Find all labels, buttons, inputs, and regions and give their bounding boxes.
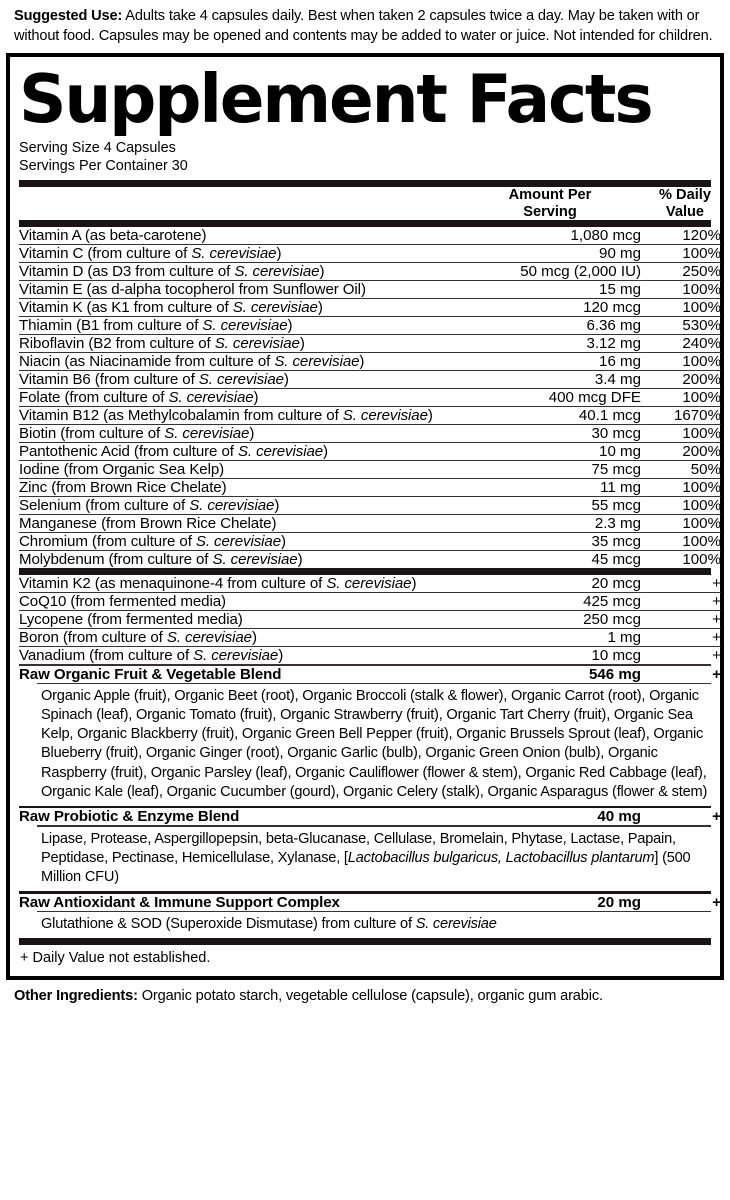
divider-thick-header [19,220,711,227]
nutrient-name-species: S. cerevisiae [166,629,252,647]
nutrient-amount: 35 mcg [591,533,641,551]
antioxidant-ing-pre: Glutathione & SOD (Superoxide Dismutase) from culture of [41,916,416,933]
antioxidant-ing-italic: S. cerevisiae [415,916,497,933]
header-amount-line2: Serving [523,203,577,220]
nutrient-daily-value: 100% [682,551,721,569]
nutrient-name-pre: Selenium (from culture of [19,497,190,515]
nutrient-name-species: S. cerevisiae [189,497,275,515]
nutrient-name: Lycopene (from fermented media) [19,611,243,629]
nutrient-name: Zinc (from Brown Rice Chelate) [19,479,227,497]
servings-per-container: Servings Per Container 30 [19,157,188,174]
nutrient-name [19,335,459,353]
nutrient-daily-value: 100% [682,515,721,533]
nutrient-name [19,317,459,335]
probiotic-ing-pre: Lipase, Protease, Aspergillopepsin, beta-Glucanase, Cellulase, Bromelain, Phytase, Lactase, Papain, Peptidase, Pectinase, Hemicellulase, Xylanase, [ [41,830,676,866]
table-row [19,479,721,497]
table-row [19,335,721,353]
fruit-veg-blend-table [19,666,721,683]
nutrient-daily-value: 100% [682,299,721,317]
nutrient-section-additional [19,575,721,665]
nutrient-name [19,647,459,665]
nutrient-daily-value: + [712,629,721,647]
nutrient-daily-value: + [712,647,721,665]
fruit-veg-blend-dv: + [712,665,721,683]
nutrient-name [19,407,459,425]
header-percent-daily-value [645,187,726,220]
nutrient-daily-value: 120% [682,227,721,245]
table-row [19,629,721,647]
nutrient-section-vitamins-minerals [19,227,721,569]
other-ingredients-paragraph [4,980,726,1006]
nutrient-amount: 55 mcg [591,497,641,515]
header-dv-line2: Value [665,203,705,220]
table-row [19,461,721,479]
nutrient-name-pre: Vitamin C (from culture of [19,245,192,263]
nutrient-amount: 1,080 mcg [570,227,641,245]
nutrient-amount: 120 mcg [583,299,641,317]
nutrient-amount: 250 mcg [583,611,641,629]
nutrient-name-post: ) [297,551,303,569]
nutrient-name-pre: Vanadium (from culture of [19,647,194,665]
serving-size: Serving Size 4 Capsules [19,139,176,156]
nutrient-amount: 15 mg [599,281,641,299]
nutrient-name [19,245,459,263]
nutrient-name-post: ) [287,317,293,335]
nutrient-daily-value: 100% [682,353,721,371]
nutrient-daily-value: + [712,593,721,611]
nutrient-name-species: S. cerevisiae [195,533,281,551]
table-row [19,593,721,611]
other-ingredients-label: Other Ingredients: [14,988,138,1005]
nutrient-daily-value: 50% [690,461,721,479]
nutrient-name-pre: Vitamin K (as K1 from culture of [19,299,233,317]
nutrient-name-species: S. cerevisiae [234,263,320,281]
suggested-use-text: Adults take 4 capsules daily. Best when taken 2 capsules twice a day. May be taken with or without food. Capsules may be opened and contents may be added to water or juice. Not intended for children. [14,8,713,45]
table-row [19,317,721,335]
nutrient-amount: 11 mg [600,479,641,497]
nutrient-daily-value: 200% [682,371,721,389]
table-row [19,281,721,299]
nutrient-name [19,371,459,389]
probiotic-blend-name: Raw Probiotic & Enzyme Blend [19,808,240,826]
nutrient-name-species: S. cerevisiae [198,371,284,389]
table-row [19,647,721,665]
fruit-veg-blend-ingredients: Organic Apple (fruit), Organic Beet (root), Organic Broccoli (stalk & flower), Organic Carrot (root), Organic Spinach (leaf), Organic Tomato (fruit), Organic Strawberry (fruit), Organic Tart Cherry (fruit), Organic Sea Kelp, Organic Blackberry (fruit), Organic Green Bell Pepper (fruit), Organic Brussels Sprout (leaf), Organic Blueberry (fruit), Organic Ginger (root), Organic Garlic (bulb), Organic Green Onion (bulb), Organic Raspberry (fruit), Organic Parsley (leaf), Organic Cauliflower (flower & stem), Organic Red Cabbage (leaf), Organic Kale (leaf), Organic Cucumber (gourd), Organic Celery (stalk), Organic Asparagus (flower & stem) [41,688,708,800]
supplement-facts-panel [6,53,724,981]
nutrient-name-pre: Niacin (as Niacinamide from culture of [19,353,275,371]
nutrient-name-species: S. cerevisiae [326,575,412,593]
nutrient-daily-value: 100% [682,479,721,497]
nutrient-name [19,425,459,443]
table-row [19,666,721,683]
nutrient-name-post: ) [249,425,255,443]
fruit-veg-blend-amount: 546 mg [588,665,641,683]
nutrient-name [19,389,459,407]
nutrient-amount: 3.4 mg [594,371,641,389]
nutrient-name: Iodine (from Organic Sea Kelp) [19,461,225,479]
nutrient-amount: 45 mcg [591,551,641,569]
nutrient-name-species: S. cerevisiae [237,443,324,461]
nutrient-name-pre: Molybdenum (from culture of [19,551,213,569]
table-row [19,299,721,317]
nutrient-name [19,629,459,647]
nutrient-name [19,497,459,515]
nutrient-name-species: S. cerevisiae [191,245,277,263]
nutrient-name [19,533,459,551]
antioxidant-complex-ingredients [19,912,711,938]
nutrient-amount: 20 mcg [591,575,641,593]
nutrient-name-species: S. cerevisiae [342,407,428,425]
antioxidant-complex-name: Raw Antioxidant & Immune Support Complex [19,893,340,911]
nutrient-name-pre: Folate (from culture of [19,389,169,407]
nutrient-name-post: ) [299,335,305,353]
table-row [19,371,721,389]
table-row [19,894,721,911]
table-row [19,353,721,371]
nutrient-daily-value: 240% [682,335,721,353]
probiotic-ing-post: ] (500 Million CFU) [41,849,691,886]
nutrient-name-post: ) [253,389,259,407]
nutrient-daily-value: 100% [682,425,721,443]
nutrient-amount: 10 mcg [591,647,641,665]
nutrient-name-post: ) [276,245,282,263]
nutrient-name [19,263,459,281]
nutrient-name-post: ) [274,497,280,515]
probiotic-blend-dv: + [712,808,721,826]
nutrient-amount: 400 mcg DFE [548,389,641,407]
suggested-use-paragraph [4,0,726,47]
nutrient-name-pre: Vitamin B12 (as Methylcobalamin from culture of [19,407,343,425]
nutrient-name-species: S. cerevisiae [274,353,360,371]
nutrient-name-post: ) [283,371,289,389]
table-row [19,551,721,569]
nutrient-amount: 30 mcg [591,425,641,443]
nutrient-name-pre: Pantothenic Acid (from culture of [19,443,238,461]
nutrient-name-species: S. cerevisiae [193,647,279,665]
probiotic-ing-italic: Lactobacillus bulgaricus, Lactobacillus plantarum [347,849,655,866]
nutrient-name: Vitamin A (as beta-carotene) [19,227,207,245]
fruit-veg-blend-name: Raw Organic Fruit & Vegetable Blend [19,665,282,683]
nutrient-name-species: S. cerevisiae [212,551,298,569]
table-row [19,389,721,407]
nutrient-name-pre: Vitamin K2 (as menaquinone-4 from culture of [19,575,327,593]
nutrient-name-pre: Biotin (from culture of [19,425,165,443]
nutrient-amount: 90 mg [599,245,641,263]
nutrient-name [19,299,459,317]
nutrient-name-post: ) [323,443,328,461]
nutrient-daily-value: 530% [682,317,721,335]
nutrient-daily-value: 100% [682,533,721,551]
nutrient-daily-value: 250% [682,263,721,281]
header-amount-per-serving [459,187,645,220]
nutrient-name-post: ) [251,629,257,647]
table-row [19,425,721,443]
nutrient-name-species: S. cerevisiae [232,299,318,317]
additional-nutrients-table [19,575,721,664]
daily-value-footnote: + Daily Value not established. [20,950,211,967]
nutrient-name-pre: Thiamin (B1 from culture of [19,317,203,335]
nutrient-name-post: ) [359,353,365,371]
header-dv-line1: % Daily [659,187,711,203]
nutrient-amount: 50 mcg (2,000 IU) [520,263,641,281]
header-nutrient-blank [19,187,459,220]
nutrient-daily-value: 100% [682,281,721,299]
column-header-row [19,187,726,220]
header-amount-line1: Amount Per [508,187,592,203]
nutrient-name-pre: Riboflavin (B2 from culture of [19,335,215,353]
nutrient-amount: 75 mcg [591,461,641,479]
nutrient-daily-value: 100% [682,245,721,263]
nutrient-amount: 425 mcg [583,593,641,611]
nutrient-name-pre: Boron (from culture of [19,629,167,647]
table-row [19,497,721,515]
nutrient-name-species: S. cerevisiae [168,389,254,407]
nutrient-name-post: ) [319,263,325,281]
nutrient-amount: 40.1 mcg [578,407,641,425]
table-row [19,611,721,629]
nutrient-name-post: ) [281,533,286,551]
nutrient-name-post: ) [317,299,323,317]
nutrient-name-post: ) [411,575,417,593]
divider-thick-top [19,180,711,187]
nutrient-name: Manganese (from Brown Rice Chelate) [19,515,277,533]
table-row [19,407,721,425]
nutrient-daily-value: + [712,575,721,593]
table-row [19,227,721,245]
nutrient-daily-value: 1670% [674,407,721,425]
table-row [19,263,721,281]
nutrient-amount: 1 mg [607,629,641,647]
antioxidant-complex-dv: + [712,893,721,911]
nutrient-name [19,443,459,461]
table-row [19,575,721,593]
probiotic-blend-amount: 40 mg [597,808,641,826]
nutrient-name-post: ) [278,647,284,665]
table-row [19,515,721,533]
nutrient-amount: 2.3 mg [594,515,641,533]
nutrient-name-post: ) [427,407,433,425]
panel-title: Supplement Facts [19,59,652,138]
table-row [19,808,721,825]
nutrient-daily-value: 100% [682,497,721,515]
nutrient-name-pre: Vitamin B6 (from culture of [19,371,199,389]
probiotic-blend-ingredients [19,827,711,891]
nutrient-daily-value: + [712,611,721,629]
nutrient-name [19,353,459,371]
vitamins-minerals-table [19,227,721,568]
suggested-use-label: Suggested Use: [14,8,123,24]
serving-info [19,135,711,180]
antioxidant-complex-table [19,894,721,911]
table-row [19,533,721,551]
nutrient-amount: 6.36 mg [586,317,641,335]
probiotic-blend-table [19,808,721,825]
nutrient-name: Vitamin E (as d-alpha tocopherol from Sunflower Oil) [19,281,366,299]
divider-thick-section-two [19,568,711,575]
divider-thick-footnote [19,938,711,945]
nutrient-name [19,551,459,569]
nutrient-name-species: S. cerevisiae [164,425,250,443]
nutrient-amount: 3.12 mg [586,335,641,353]
nutrient-name-pre: Vitamin D (as D3 from culture of [19,263,235,281]
nutrient-name [19,575,459,593]
nutrient-daily-value: 200% [682,443,721,461]
nutrient-amount: 16 mg [599,353,641,371]
column-header-table [19,187,726,220]
other-ingredients-text: Organic potato starch, vegetable cellulose (capsule), organic gum arabic. [137,988,603,1005]
antioxidant-complex-amount: 20 mg [597,893,641,911]
nutrient-amount: 10 mg [599,443,641,461]
nutrient-name-pre: Chromium (from culture of [19,533,196,551]
nutrient-name: CoQ10 (from fermented media) [19,593,226,611]
nutrient-name-species: S. cerevisiae [214,335,300,353]
nutrient-name-species: S. cerevisiae [202,317,288,335]
table-row [19,443,721,461]
table-row [19,245,721,263]
nutrient-daily-value: 100% [682,389,721,407]
